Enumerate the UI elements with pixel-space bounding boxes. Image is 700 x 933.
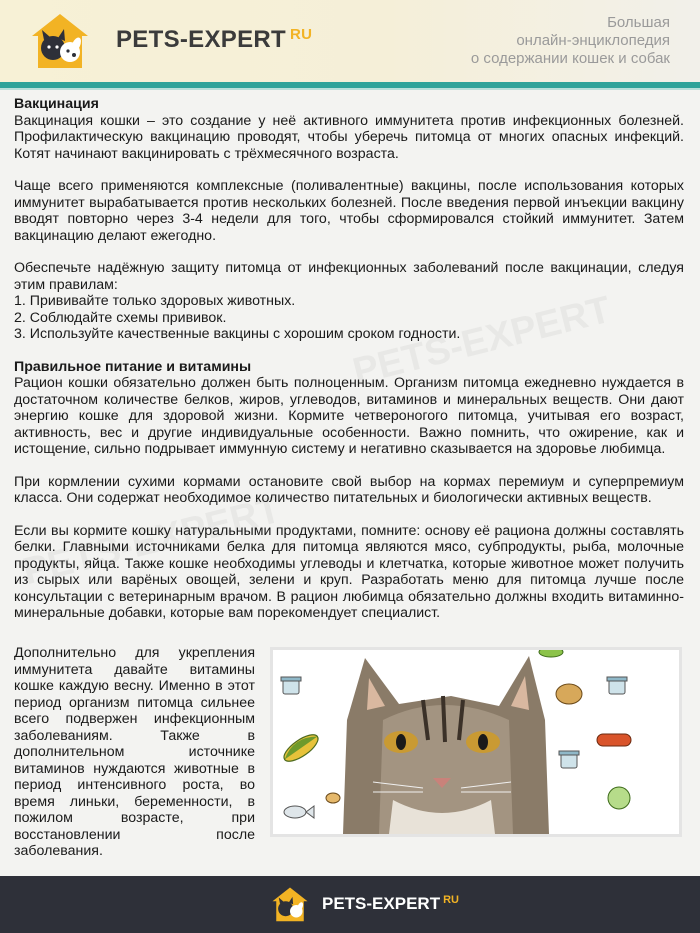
cabbage-icon (608, 787, 630, 809)
logo-icon[interactable] (270, 886, 310, 924)
leaf-icon (539, 650, 563, 657)
section-title-vaccination: Вакцинация (14, 96, 99, 112)
paragraph: Обеспечьте надёжную защиту питомца от инфекционных заболеваний после вакцинации, следуя этим правилам: (14, 260, 684, 293)
sausage-icon (597, 734, 631, 746)
cat-illustration (270, 647, 682, 837)
paragraph: Рацион кошки обязательно должен быть полноценным. Организм питомца ежедневно нуждается в достаточном количестве белков, жиров, углеводов, витаминов и минеральных веществ. Они дают энергию кошке для здоровой жизни. Кормите четвероногого питомца, учитывая его возраст, активность, вес и другие индивидуальные особенности. Важно помнить, что ожирение, как и истощение, сильно подрывает иммунную систему и негативно сказывается на здоровье любимца. (14, 375, 684, 457)
paragraph: Вакцинация кошки – это создание у неё активного иммунитета против инфекционных болезней. Профилактическую вакцинацию проводят, чтобы уберечь питомца от многих опасных инфекций. Котят начинают вакцинировать с трёхмесячного возраста. (14, 112, 684, 162)
yogurt-icon (607, 677, 627, 694)
rule-item: 2. Соблюдайте схемы прививок. (14, 309, 227, 326)
brand-name[interactable]: PETS-EXPERT $^{RU}$ (116, 26, 313, 53)
rule-item: 1. Прививайте только здоровых животных. (14, 293, 296, 309)
paragraph: Если вы кормите кошку натуральными продуктами, помните: основу её рациона должны составлять белки. Главными источниками белка для питомца являются мясо, субпродукты, рыба, молочные продукты, яйца. Также кошке необходимы углеводы и клетчатка, которые животное может получить из сырых или варёных овощей, зелени и круп. Разработать меню для питомца лучше после консультации с ветеринарным врачом. В рацион любимца обязательно должны входить витаминно-минеральные добавки, которые вам порекомендует специалист. (14, 522, 684, 621)
logo-icon[interactable] (28, 12, 92, 72)
paragraph: Дополнительно для укрепления иммунитета давайте витамины кошке каждую весну. Именно в этот период организм питомца сильнее всего подвержен инфекционным заболеваниям. Также в дополнительном источнике витаминов нуждаются животные в период интенсивного роста, во время линьки, беременности, в пожилом возрасте, при восстановлении после заболевания. (14, 645, 255, 859)
site-header (0, 0, 700, 82)
article-body (14, 96, 684, 622)
site-footer (0, 876, 700, 933)
paragraph: При кормлении сухими кормами остановите свой выбор на кормах перемиум и суперпремиум класса. Они содержат необходимое количество питательных и биологически активных веществ. (14, 473, 684, 506)
yogurt-icon (281, 677, 301, 694)
paragraph: Чаще всего применяются комплексные (поливалентные) вакцины, после использования которых иммунитет вырабатывается против нескольких болезней. После введения первой инъекции вакцину вводят повторно через 3-4 недели для того, чтобы сформировался стойкий иммунитет. Затем вакцинацию делают ежегодно. (14, 178, 684, 244)
section-title-nutrition: Правильное питание и витамины (14, 358, 252, 375)
tagline: Большая онлайн-энциклопедия о содержании кошек и собак (470, 14, 670, 67)
brand-suffix: RU (290, 26, 313, 43)
yogurt-icon (559, 751, 579, 768)
nut-icon (326, 793, 340, 803)
rule-item: 3. Используйте качественные вакцины с хорошим сроком годности. (14, 326, 461, 342)
footer-brand[interactable]: PETS-EXPERT $^{RU}$ (322, 894, 459, 913)
potato-icon (556, 684, 582, 704)
